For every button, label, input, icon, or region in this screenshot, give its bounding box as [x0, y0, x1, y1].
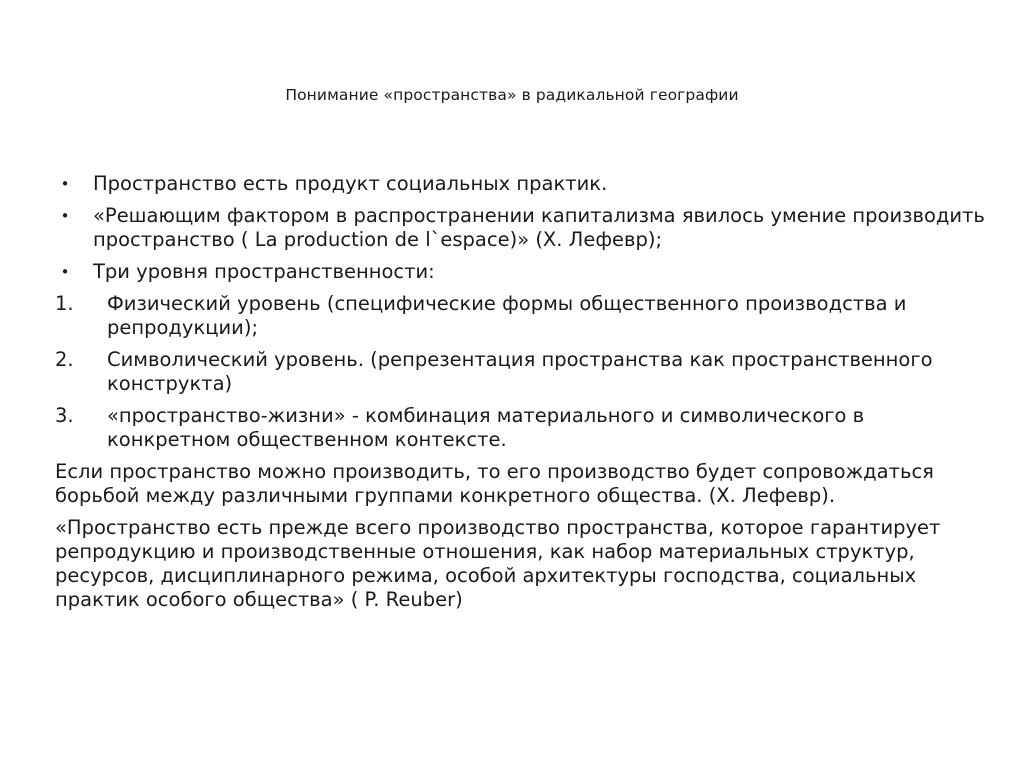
bullet-text: Пространство есть продукт социальных практик.	[93, 172, 608, 195]
bullet-item	[55, 260, 985, 284]
numbered-text: Символический уровень. (репрезентация пространства как пространственного конструкта)	[107, 348, 933, 395]
bullet-item	[55, 204, 985, 252]
slide-title: Понимание «пространства» в радикальной географии	[285, 86, 739, 104]
bullet-marker: •	[60, 175, 70, 193]
bullet-marker: •	[60, 263, 70, 281]
bullet-text: «Решающим фактором в распространении капитализма явилось умение производить пространство ( La production de l`espace)» (Х. Лефевр);	[93, 204, 985, 251]
number-marker: 1.	[55, 292, 74, 315]
numbered-item	[55, 348, 985, 396]
bullet-marker: •	[60, 207, 70, 225]
number-marker: 2.	[55, 348, 74, 371]
numbered-item	[55, 292, 985, 340]
slide-body	[55, 172, 985, 620]
bullet-item	[55, 172, 985, 196]
numbered-item	[55, 404, 985, 452]
paragraph: Если пространство можно производить, то его производство будет сопровождаться борьбой между различными группами конкретного общества. (Х. Лефевр).	[55, 460, 934, 507]
paragraph: «Пространство есть прежде всего производство пространства, которое гарантирует репродукцию и производственные отношения, как набор материальных структур, ресурсов, дисциплинарного режима, особой архитектуры господства, социальных практик особого общества» ( P. Reuber)	[55, 516, 941, 611]
numbered-text: «пространство-жизни» - комбинация материального и символического в конкретном общественном контексте.	[107, 404, 865, 451]
number-marker: 3.	[55, 404, 74, 427]
numbered-text: Физический уровень (специфические формы общественного производства и репродукции);	[107, 292, 907, 339]
bullet-text: Три уровня пространственности:	[93, 260, 435, 283]
